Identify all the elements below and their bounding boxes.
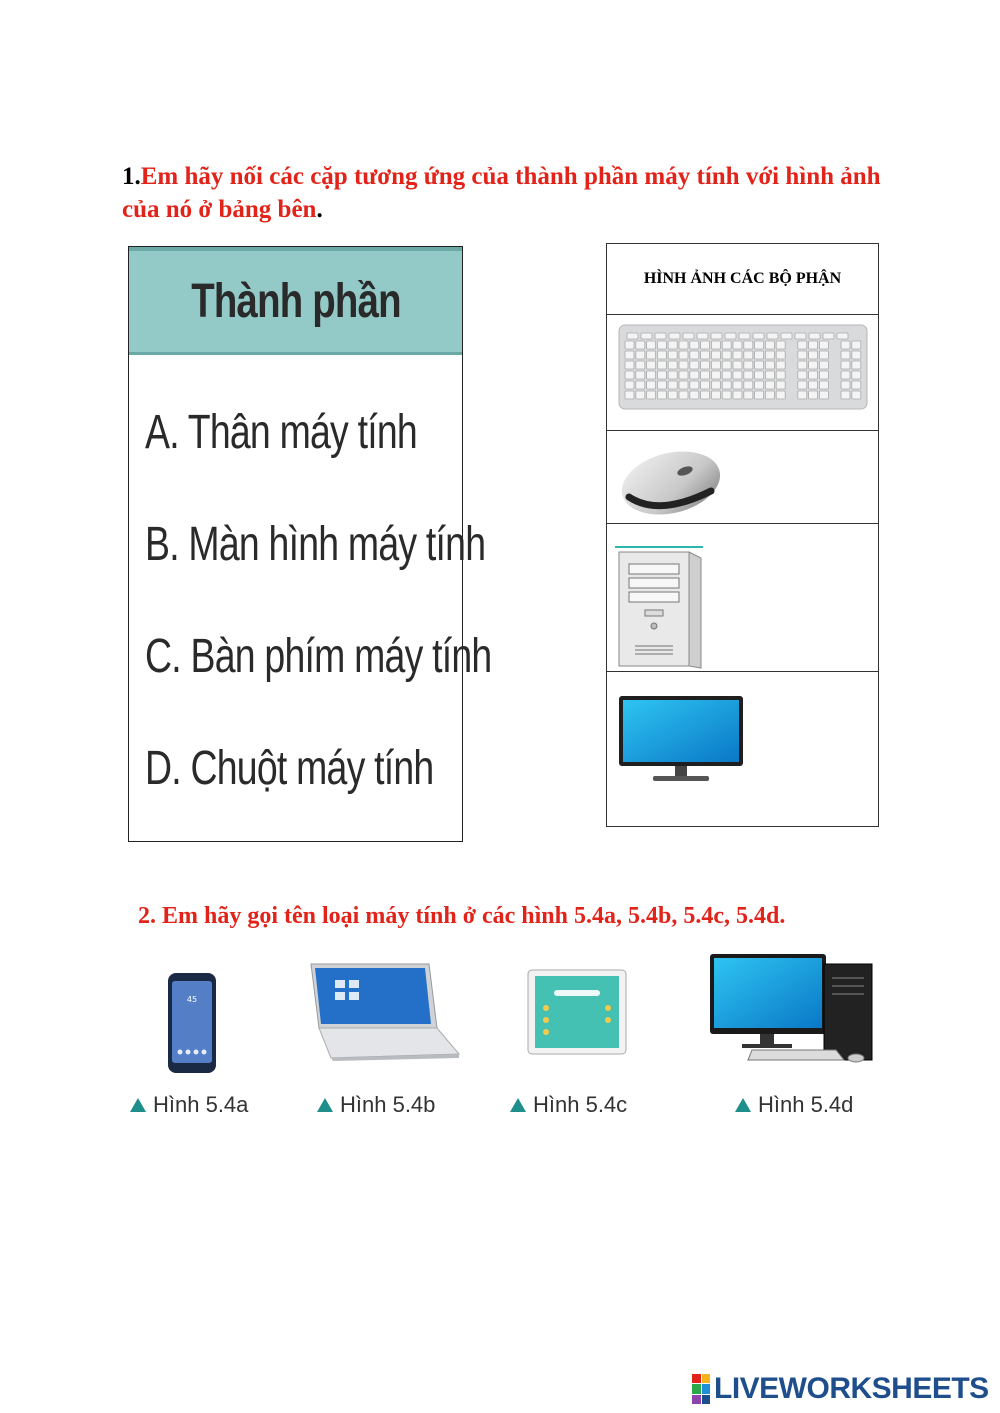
- images-table-header: [607, 244, 878, 315]
- liveworksheets-mark-icon: [692, 1374, 710, 1404]
- triangle-icon: [317, 1098, 333, 1112]
- figure-caption-d: [735, 1092, 853, 1118]
- question-1-number: 1.: [122, 163, 141, 190]
- computer-case-icon: [615, 550, 705, 670]
- components-table: [128, 246, 492, 842]
- images-table: [606, 243, 879, 827]
- figure-caption-b: [317, 1092, 435, 1118]
- images-table-header-label: HÌNH ẢNH CÁC BỘ PHẬN: [643, 270, 842, 287]
- tablet-icon: [526, 968, 628, 1058]
- components-header: [129, 247, 462, 355]
- svg-text:45: 45: [186, 995, 198, 1004]
- figure-caption-a: [130, 1092, 248, 1118]
- figure-caption-c: [510, 1092, 627, 1118]
- component-item-a[interactable]: A. Thân máy tính: [145, 406, 417, 459]
- components-header-label: Thành phần: [190, 275, 401, 328]
- image-row-keyboard[interactable]: [607, 315, 878, 431]
- triangle-icon: [510, 1098, 526, 1112]
- desktop-computer-icon: [708, 952, 876, 1064]
- mouse-icon: [619, 439, 729, 519]
- keyboard-icon: [617, 319, 869, 415]
- component-item-d[interactable]: D. Chuột máy tính: [145, 742, 434, 795]
- laptop-icon: [305, 962, 461, 1062]
- triangle-icon: [735, 1098, 751, 1112]
- smartphone-icon: [166, 972, 218, 1074]
- image-row-case[interactable]: [607, 524, 878, 672]
- component-item-b[interactable]: B. Màn hình máy tính: [145, 518, 486, 571]
- figure-caption-b-label: Hình 5.4b: [340, 1092, 436, 1117]
- figure-caption-d-label: Hình 5.4d: [758, 1092, 854, 1117]
- liveworksheets-logo: [692, 1372, 989, 1406]
- question-1-text: Em hãy nối các cặp tương ứng của thành phần máy tính với hình ảnh của nó ở bảng bên: [122, 163, 881, 223]
- question-1: [122, 160, 882, 226]
- component-item-c[interactable]: C. Bàn phím máy tính: [145, 630, 492, 683]
- liveworksheets-wordmark: LIVEWORKSHEETS: [714, 1372, 989, 1405]
- question-2: 2. Em hãy gọi tên loại máy tính ở các hình 5.4a, 5.4b, 5.4c, 5.4d.: [138, 903, 786, 929]
- image-row-mouse[interactable]: [607, 431, 878, 524]
- monitor-icon: [617, 694, 747, 786]
- figure-caption-a-label: Hình 5.4a: [153, 1092, 249, 1117]
- image-row-monitor[interactable]: [607, 672, 878, 828]
- triangle-icon: [130, 1098, 146, 1112]
- figure-caption-c-label: Hình 5.4c: [533, 1092, 628, 1117]
- question-1-end: .: [316, 196, 323, 223]
